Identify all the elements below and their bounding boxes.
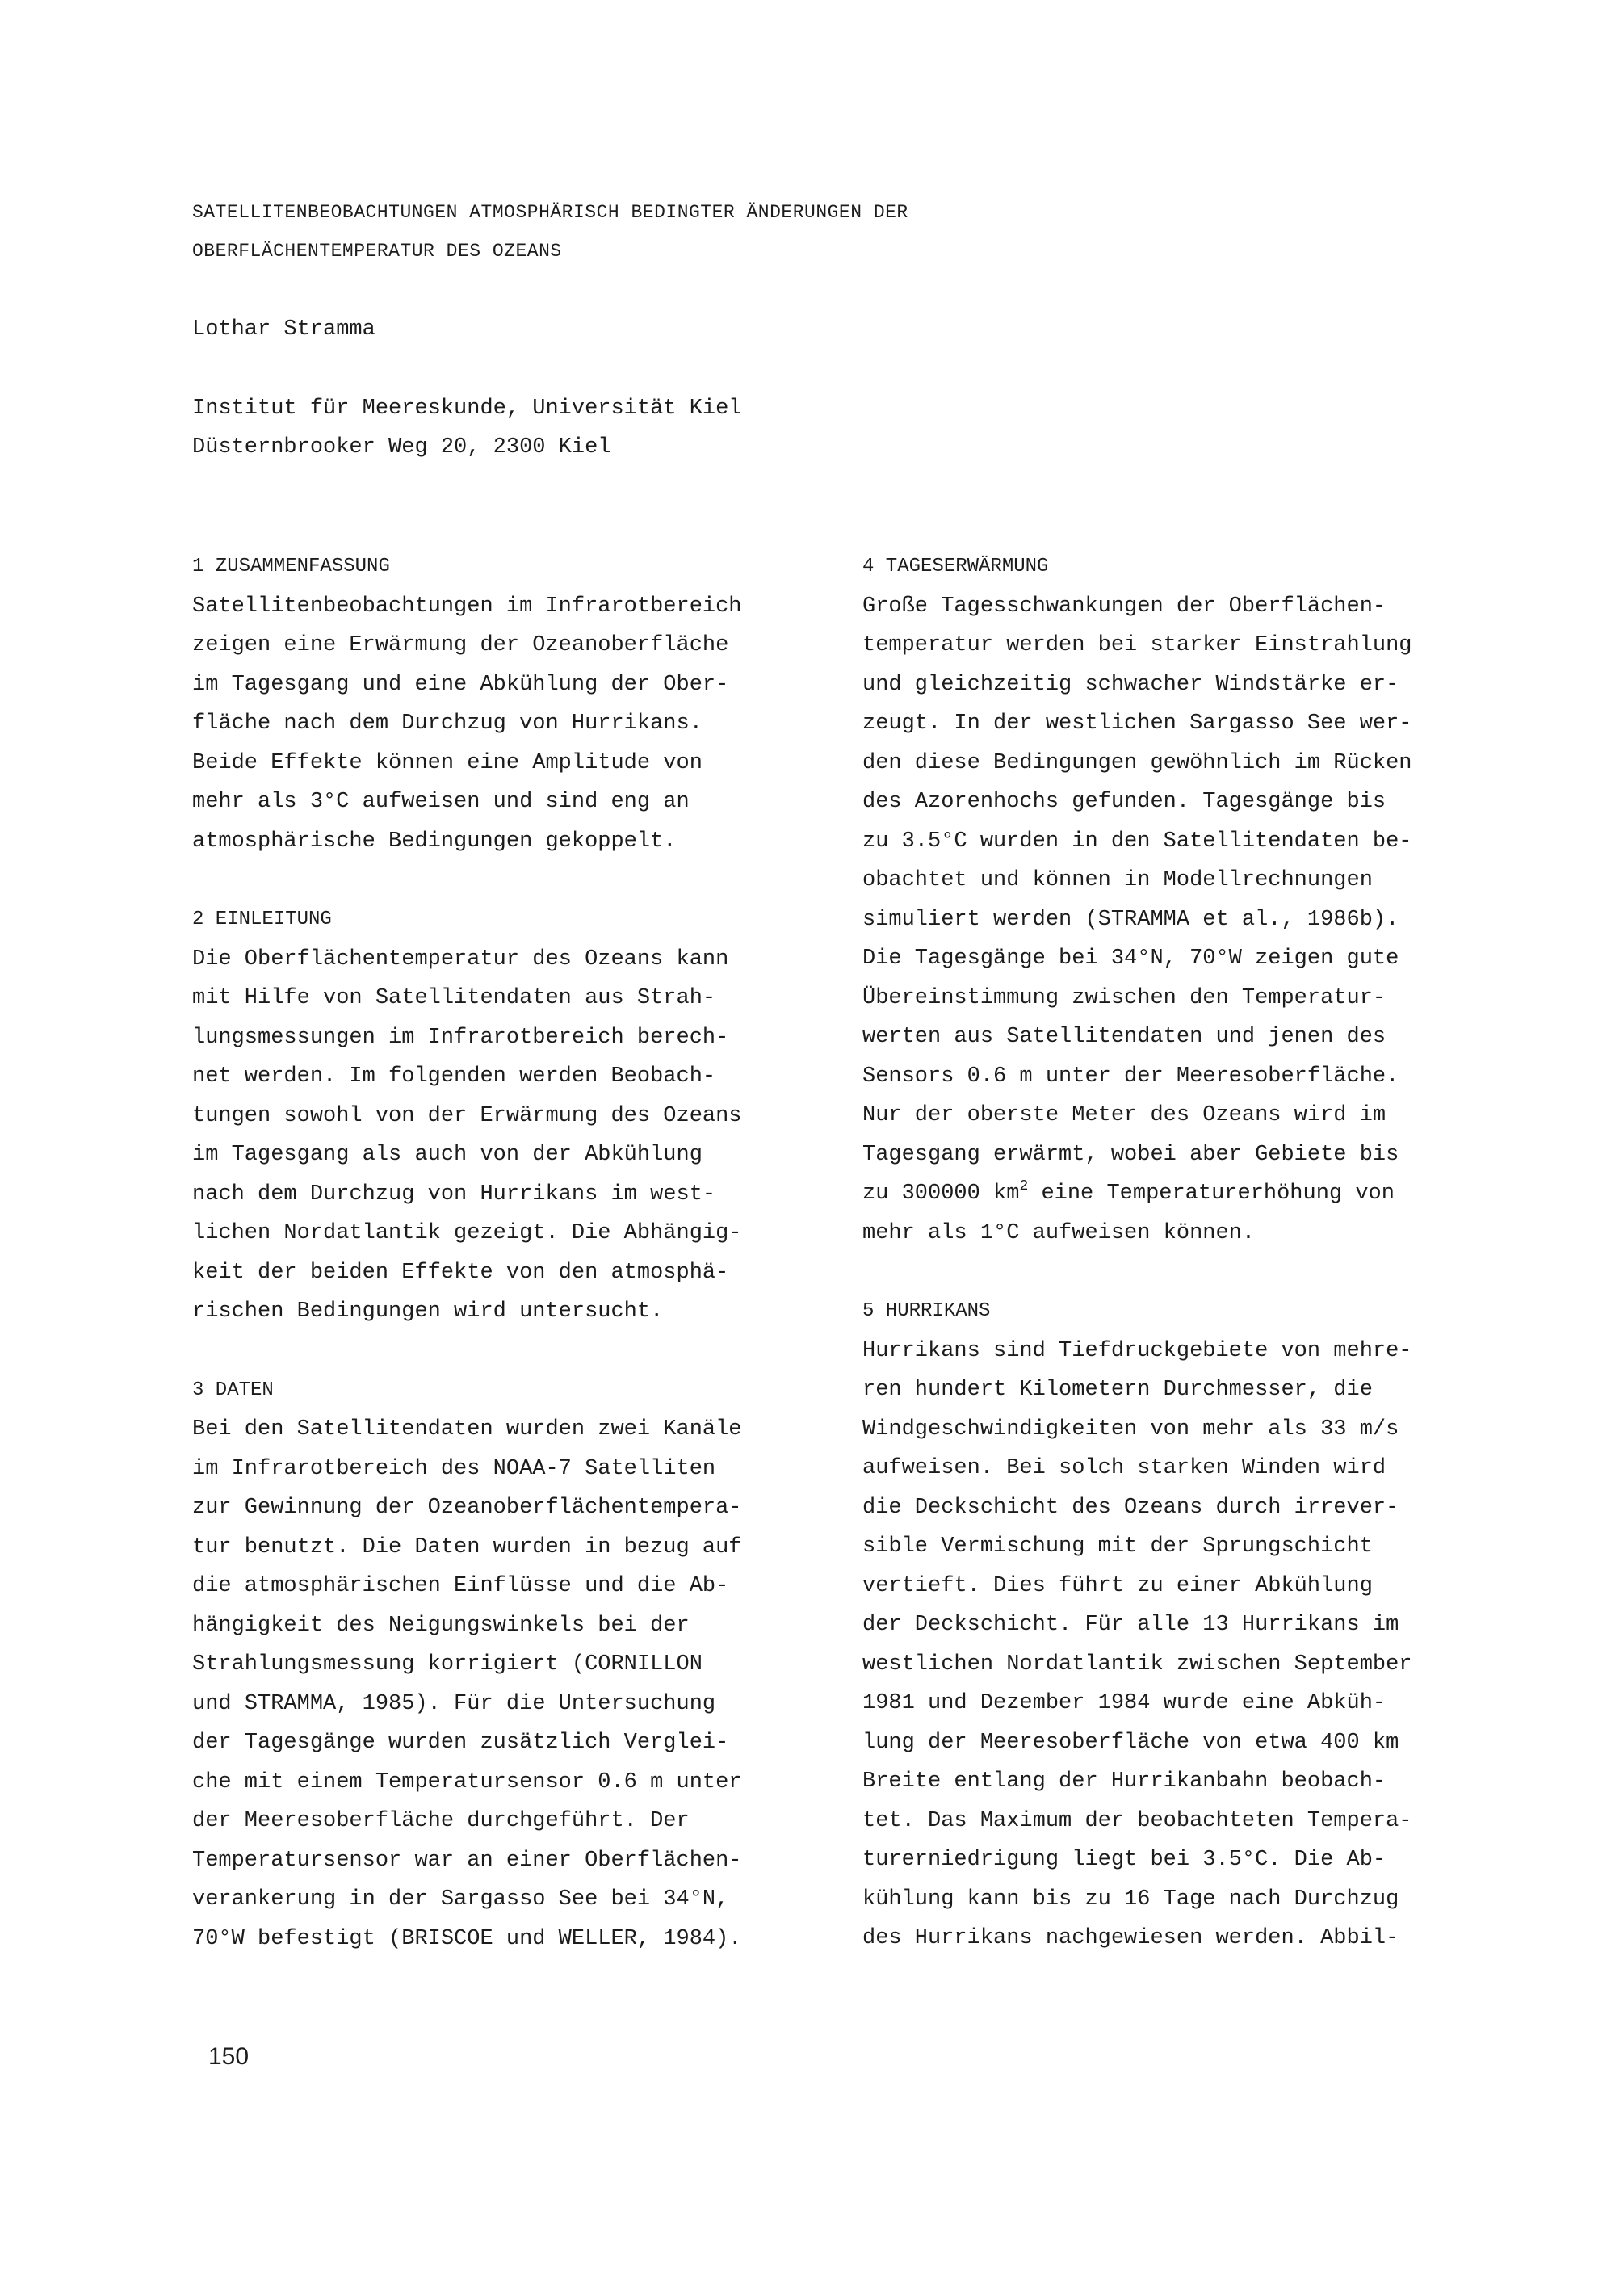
text-line: den diese Bedingungen gewöhnlich im Rücken: [862, 750, 1412, 775]
section-hurrikans: [862, 1292, 1500, 1958]
text-line: keit der beiden Effekte von den atmosphä-: [192, 1260, 729, 1285]
text-line: Hurrikans sind Tiefdruckgebiete von mehre-: [862, 1338, 1412, 1363]
text-line: westlichen Nordatlantik zwischen September: [862, 1652, 1412, 1677]
text-line: die atmosphärischen Einflüsse und die Ab-: [192, 1574, 729, 1598]
text-line: net werden. Im folgenden werden Beobach-: [192, 1064, 716, 1089]
text-line: und gleichzeitig schwacher Windstärke er-: [862, 672, 1399, 697]
text-line: und STRAMMA, 1985). Für die Untersuchung: [192, 1691, 716, 1716]
text-line: Strahlungsmessung korrigiert (CORNILLON: [192, 1652, 703, 1677]
text-line: tungen sowohl von der Erwärmung des Ozeans: [192, 1103, 742, 1128]
text-line: im Tagesgang und eine Abkühlung der Ober-: [192, 672, 729, 697]
author: Lothar Stramma: [192, 317, 375, 342]
text-line: verankerung in der Sargasso See bei 34°N,: [192, 1887, 729, 1912]
text-line: aufweisen. Bei solch starken Winden wird: [862, 1456, 1386, 1480]
text-line: kühlung kann bis zu 16 Tage nach Durchzug: [862, 1887, 1399, 1912]
text-line: lung der Meeresoberfläche von etwa 400 km: [862, 1730, 1399, 1755]
title-line-2: OBERFLÄCHENTEMPERATUR DES OZEANS: [192, 241, 562, 262]
text-line: des Azorenhochs gefunden. Tagesgänge bis: [862, 790, 1386, 814]
text-line: turerniedrigung liegt bei 3.5°C. Die Ab-: [862, 1848, 1386, 1872]
text-line: der Tagesgänge wurden zusätzlich Verglei-: [192, 1731, 729, 1755]
text-line: mit Hilfe von Satellitendaten aus Strah-: [192, 986, 716, 1010]
left-column: [192, 548, 830, 1958]
text-line: des Hurrikans nachgewiesen werden. Abbil-: [862, 1926, 1399, 1950]
affiliation-line-1: Institut für Meereskunde, Universität Kiel: [192, 397, 742, 421]
section-heading: 1 ZUSAMMENFASSUNG: [192, 556, 390, 577]
text-line: tet. Das Maximum der beobachteten Tempera-: [862, 1808, 1412, 1833]
text-line: die Deckschicht des Ozeans durch irrever-: [862, 1495, 1399, 1520]
text-line: atmosphärische Bedingungen gekoppelt.: [192, 829, 677, 854]
text-line: Satellitenbeobachtungen im Infrarotbereich: [192, 594, 742, 619]
text-line: im Tagesgang als auch von der Abkühlung: [192, 1143, 703, 1167]
text-line: Sensors 0.6 m unter der Meeresoberfläche.: [862, 1064, 1399, 1089]
text-fragment: eine Temperaturerhöhung von: [1028, 1182, 1395, 1206]
text-line: zur Gewinnung der Ozeanoberflächentempera-: [192, 1496, 742, 1520]
text-line-superscript: [862, 1174, 1500, 1214]
text-line: Tagesgang erwärmt, wobei aber Gebiete bis: [862, 1142, 1399, 1167]
text-line: mehr als 3°C aufweisen und sind eng an: [192, 790, 690, 814]
text-line: lichen Nordatlantik gezeigt. Die Abhängig-: [192, 1221, 742, 1245]
text-line: zeigen eine Erwärmung der Ozeanoberfläche: [192, 633, 729, 657]
section-heading: 2 EINLEITUNG: [192, 909, 332, 930]
text-line: Windgeschwindigkeiten von mehr als 33 m/s: [862, 1417, 1399, 1442]
text-line: fläche nach dem Durchzug von Hurrikans.: [192, 711, 703, 736]
section-daten: [192, 1371, 830, 1959]
text-line: Große Tagesschwankungen der Oberflächen-: [862, 594, 1386, 619]
text-line: Übereinstimmung zwischen den Temperatur-: [862, 985, 1386, 1010]
text-line: im Infrarotbereich des NOAA-7 Satelliten: [192, 1456, 716, 1481]
text-line: che mit einem Temperatursensor 0.6 m unter: [192, 1769, 742, 1794]
text-line: Die Oberflächentemperatur des Ozeans kann: [192, 947, 729, 972]
text-line: zeugt. In der westlichen Sargasso See wer-: [862, 711, 1412, 736]
text-fragment: zu 300000 km: [862, 1182, 1020, 1206]
text-line: ren hundert Kilometern Durchmesser, die: [862, 1378, 1373, 1402]
section-tageserwaermung: [862, 548, 1500, 1253]
section-heading: 4 TAGESERWÄRMUNG: [862, 556, 1049, 577]
text-line: nach dem Durchzug von Hurrikans im west-: [192, 1182, 716, 1207]
text-line: mehr als 1°C aufweisen können.: [862, 1220, 1256, 1245]
superscript: 2: [1019, 1178, 1029, 1194]
text-line: Bei den Satellitendaten wurden zwei Kanäle: [192, 1417, 742, 1442]
section-heading: 5 HURRIKANS: [862, 1300, 991, 1322]
text-line: obachtet und können in Modellrechnungen: [862, 868, 1373, 892]
text-line: zu 3.5°C wurden in den Satellitendaten be-: [862, 829, 1412, 854]
text-line: sible Vermischung mit der Sprungschicht: [862, 1534, 1373, 1559]
text-line: Temperatursensor war an einer Oberflächen-: [192, 1848, 742, 1873]
text-line: Breite entlang der Hurrikanbahn beobach-: [862, 1769, 1386, 1794]
text-line: 70°W befestigt (BRISCOE und WELLER, 1984).: [192, 1926, 742, 1951]
text-line: hängigkeit des Neigungswinkels bei der: [192, 1613, 690, 1638]
affiliation-line-2: Düsternbrooker Weg 20, 2300 Kiel: [192, 435, 611, 460]
text-line: der Meeresoberfläche durchgeführt. Der: [192, 1809, 690, 1833]
text-line: rischen Bedingungen wird untersucht.: [192, 1299, 664, 1324]
text-line: simuliert werden (STRAMMA et al., 1986b).: [862, 907, 1399, 932]
right-column: [862, 548, 1500, 1958]
section-einleitung: [192, 900, 830, 1332]
text-line: Nur der oberste Meter des Ozeans wird im: [862, 1103, 1386, 1127]
text-line: vertieft. Dies führt zu einer Abkühlung: [862, 1573, 1373, 1598]
text-line: Beide Effekte können eine Amplitude von: [192, 750, 703, 775]
section-zusammenfassung: [192, 548, 830, 861]
text-line: 1981 und Dezember 1984 wurde eine Abküh-: [862, 1691, 1386, 1715]
text-line: temperatur werden bei starker Einstrahlung: [862, 633, 1412, 657]
text-line: werten aus Satellitendaten und jenen des: [862, 1025, 1386, 1049]
section-heading: 3 DATEN: [192, 1379, 274, 1401]
text-line: tur benutzt. Die Daten wurden in bezug auf: [192, 1534, 742, 1559]
page-number: 150: [208, 2043, 250, 2070]
title-line-1: SATELLITENBEOBACHTUNGEN ATMOSPHÄRISCH BEDINGTER ÄNDERUNGEN DER: [192, 202, 908, 223]
text-line: Die Tagesgänge bei 34°N, 70°W zeigen gute: [862, 947, 1399, 971]
text-line: der Deckschicht. Für alle 13 Hurrikans im: [862, 1613, 1399, 1637]
text-line: lungsmessungen im Infrarotbereich berech-: [192, 1025, 729, 1050]
